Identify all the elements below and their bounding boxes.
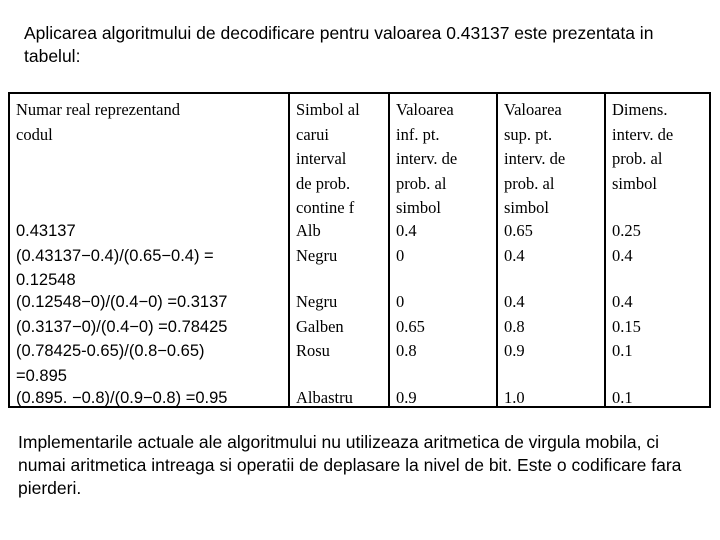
high-group-3: 1.0 xyxy=(504,388,525,407)
size-group-1: 0.25 0.4 xyxy=(612,221,641,265)
header-symbol: Simbol al carui interval de prob. contine f xyxy=(296,100,360,217)
symbol-group-2: Negru Galben Rosu xyxy=(296,292,344,360)
decoding-table xyxy=(8,92,711,408)
intro-paragraph: Aplicarea algoritmului de decodificare pentru valoarea 0.43137 este prezentata in tabelul: xyxy=(24,23,654,66)
code-group-3: (0.895. −0.8)/(0.9−0.8) =0.95 xyxy=(16,389,228,407)
high-group-2: 0.4 0.8 0.9 xyxy=(504,292,525,360)
header-size: Dimens. interv. de prob. al simbol xyxy=(612,100,674,193)
size-group-3: 0.1 xyxy=(612,388,633,407)
column-divider xyxy=(288,94,290,406)
symbol-group-3: Albastru xyxy=(296,388,353,407)
low-group-1: 0.4 0 xyxy=(396,221,417,265)
column-divider xyxy=(388,94,390,406)
column-divider xyxy=(496,94,498,406)
header-high: Valoarea sup. pt. interv. de prob. al simbol xyxy=(504,100,566,217)
low-group-2: 0 0.65 0.8 xyxy=(396,292,425,360)
header-low: Valoarea inf. pt. interv. de prob. al simbol xyxy=(396,100,458,217)
code-group-1: 0.43137 (0.43137−0.4)/(0.65−0.4) = 0.12548 xyxy=(16,222,214,289)
high-group-1: 0.65 0.4 xyxy=(504,221,533,265)
code-group-2: (0.12548−0)/(0.4−0) =0.3137 (0.3137−0)/(0.4−0) =0.78425 (0.78425-0.65)/(0.8−0.65) =0.895 xyxy=(16,293,228,385)
symbol-group-1: Alb Negru xyxy=(296,221,338,265)
column-divider xyxy=(604,94,606,406)
size-group-2: 0.4 0.15 0.1 xyxy=(612,292,641,360)
low-group-3: 0.9 xyxy=(396,388,417,407)
conclusion-paragraph: Implementarile actuale ale algoritmului nu utilizeaza aritmetica de virgula mobila, ci numai aritmetica intreaga si operatii de deplasare la nivel de bit. Este o codificare fara pierderi. xyxy=(18,432,682,498)
header-code: Numar real reprezentand codul xyxy=(16,100,180,144)
